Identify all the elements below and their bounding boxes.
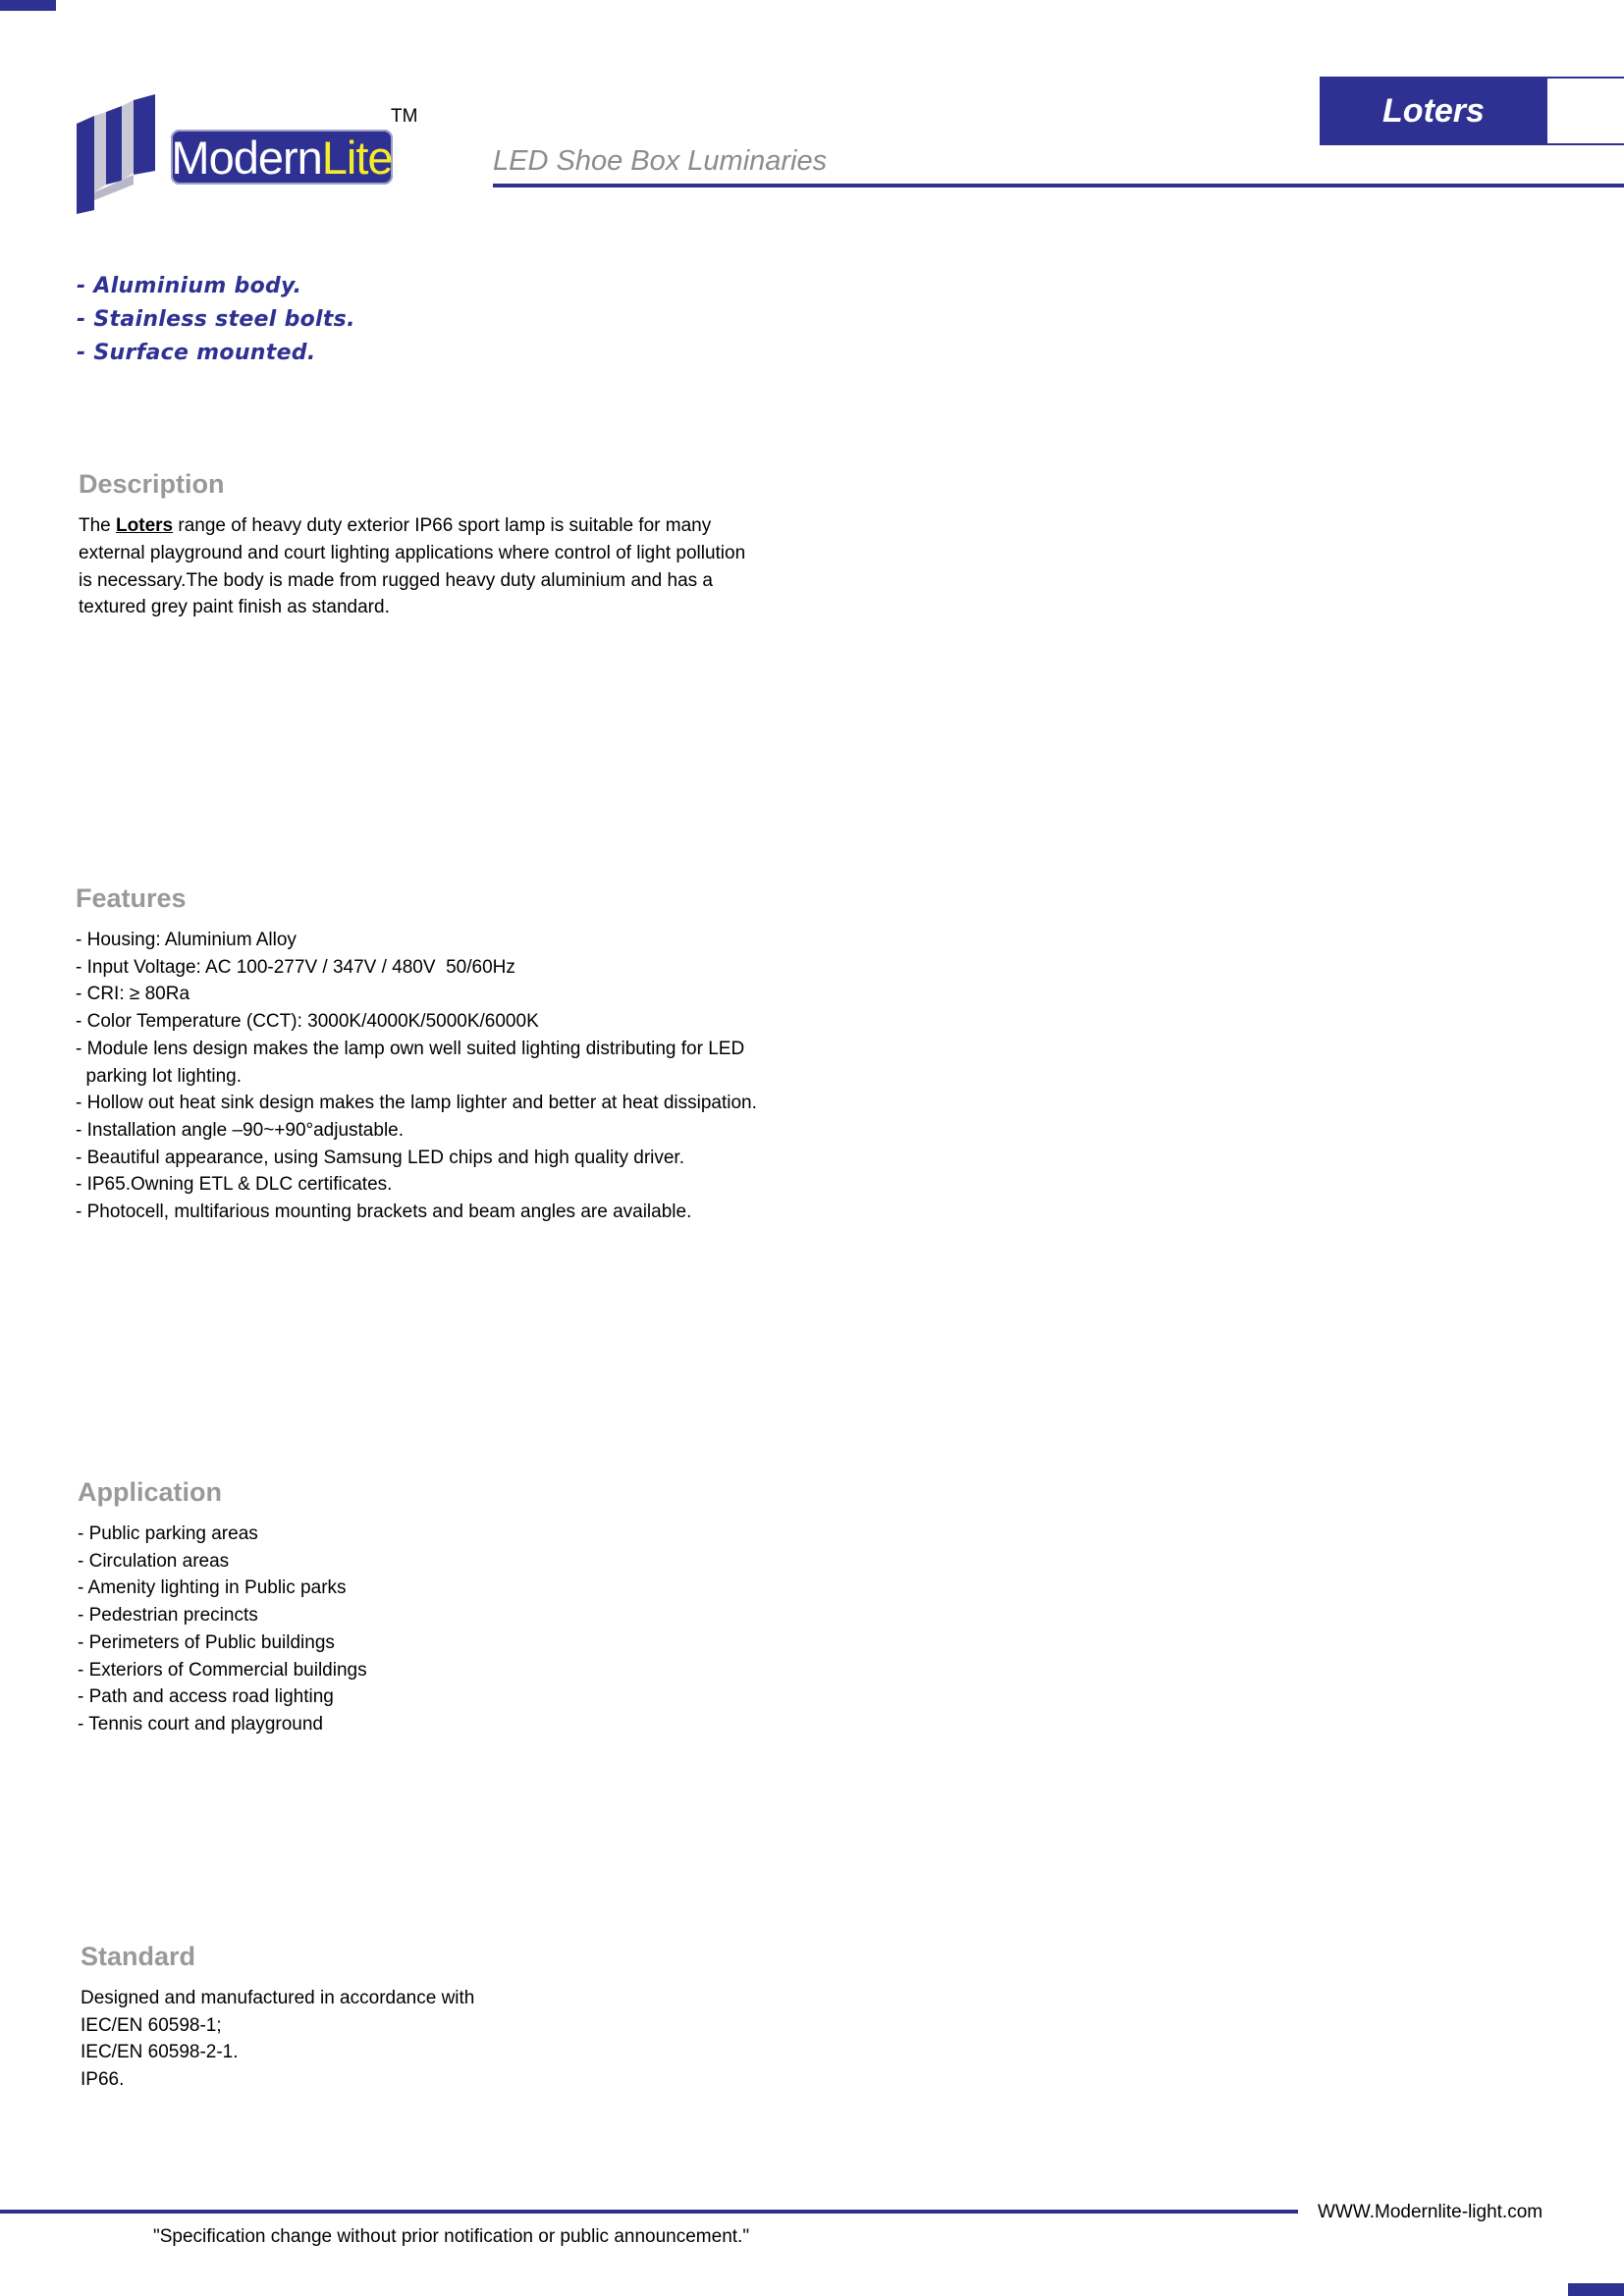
feature-item: - Housing: Aluminium Alloy <box>76 930 297 950</box>
logo-word-modern: Modern <box>171 131 322 184</box>
standard-line: IP66. <box>81 2069 125 2091</box>
standard-line: IEC/EN 60598-1; <box>81 2014 222 2036</box>
description-prefix: The <box>79 515 117 536</box>
standard-line: IEC/EN 60598-2-1. <box>81 2042 239 2063</box>
company-logo <box>77 94 420 218</box>
application-item: - Path and access road lighting <box>78 1686 334 1708</box>
product-badge-outline <box>1547 77 1624 145</box>
highlight-item: - Aluminium body. <box>77 274 302 298</box>
header-divider <box>493 184 1624 187</box>
description-line: range of heavy duty exterior IP66 sport lamp is suitable for many <box>173 515 712 536</box>
trademark-symbol: TM <box>391 106 418 127</box>
description-line: textured grey paint finish as standard. <box>79 597 390 618</box>
standard-list <box>81 1985 474 2094</box>
website-url: WWW.Modernlite-light.com <box>1318 2202 1543 2222</box>
highlight-item: - Stainless steel bolts. <box>77 307 355 332</box>
feature-item: - Photocell, multifarious mounting brackets and beam angles are available. <box>76 1201 692 1223</box>
feature-item: - IP65.Owning ETL & DLC certificates. <box>76 1174 393 1196</box>
features-heading: Features <box>76 883 187 913</box>
feature-item: - Hollow out heat sink design makes the lamp lighter and better at heat dissipation. <box>76 1093 757 1114</box>
description-heading: Description <box>79 469 225 499</box>
feature-item: - Color Temperature (CCT): 3000K/4000K/5000K/6000K <box>76 1011 539 1033</box>
highlights-list <box>77 270 355 370</box>
application-item: - Perimeters of Public buildings <box>78 1631 335 1653</box>
application-list <box>78 1521 367 1738</box>
product-category-subtitle: LED Shoe Box Luminaries <box>493 145 828 177</box>
logo-mark-icon <box>77 94 175 218</box>
features-list <box>76 927 757 1226</box>
footer-divider <box>0 2210 1298 2214</box>
feature-item: - Installation angle –90~+90°adjustable. <box>76 1119 405 1141</box>
description-text <box>79 512 745 621</box>
application-item: - Public parking areas <box>78 1523 258 1544</box>
feature-item: - Beautiful appearance, using Samsung LED chips and high quality driver. <box>76 1147 684 1168</box>
standard-line: Designed and manufactured in accordance with <box>81 1988 475 2008</box>
logo-wordmark <box>171 130 393 185</box>
product-name-badge: Loters <box>1320 77 1547 145</box>
corner-accent-top <box>0 0 56 11</box>
feature-item: - Module lens design makes the lamp own well suited lighting distributing for LED <box>76 1038 745 1059</box>
description-line: is necessary.The body is made from rugged heavy duty aluminium and has a <box>79 569 713 591</box>
feature-item: - CRI: ≥ 80Ra <box>76 984 190 1005</box>
corner-accent-bottom <box>1568 2283 1624 2296</box>
application-item: - Circulation areas <box>78 1550 230 1572</box>
description-line: external playground and court lighting applications where control of light pollution <box>79 542 746 563</box>
standard-heading: Standard <box>81 1942 196 1971</box>
disclaimer-note: "Specification change without prior notification or public announcement." <box>153 2226 750 2247</box>
logo-word-lite: Lite <box>321 131 393 184</box>
application-item: - Pedestrian precincts <box>78 1605 258 1627</box>
application-item: - Exteriors of Commercial buildings <box>78 1659 367 1681</box>
feature-item: - Input Voltage: AC 100-277V / 347V / 480V 50/60Hz <box>76 956 515 978</box>
application-item: - Tennis court and playground <box>78 1713 323 1735</box>
application-item: - Amenity lighting in Public parks <box>78 1577 347 1599</box>
product-name-inline: Loters <box>116 515 174 536</box>
feature-item: parking lot lighting. <box>76 1065 242 1087</box>
application-heading: Application <box>78 1477 222 1507</box>
highlight-item: - Surface mounted. <box>77 341 316 365</box>
